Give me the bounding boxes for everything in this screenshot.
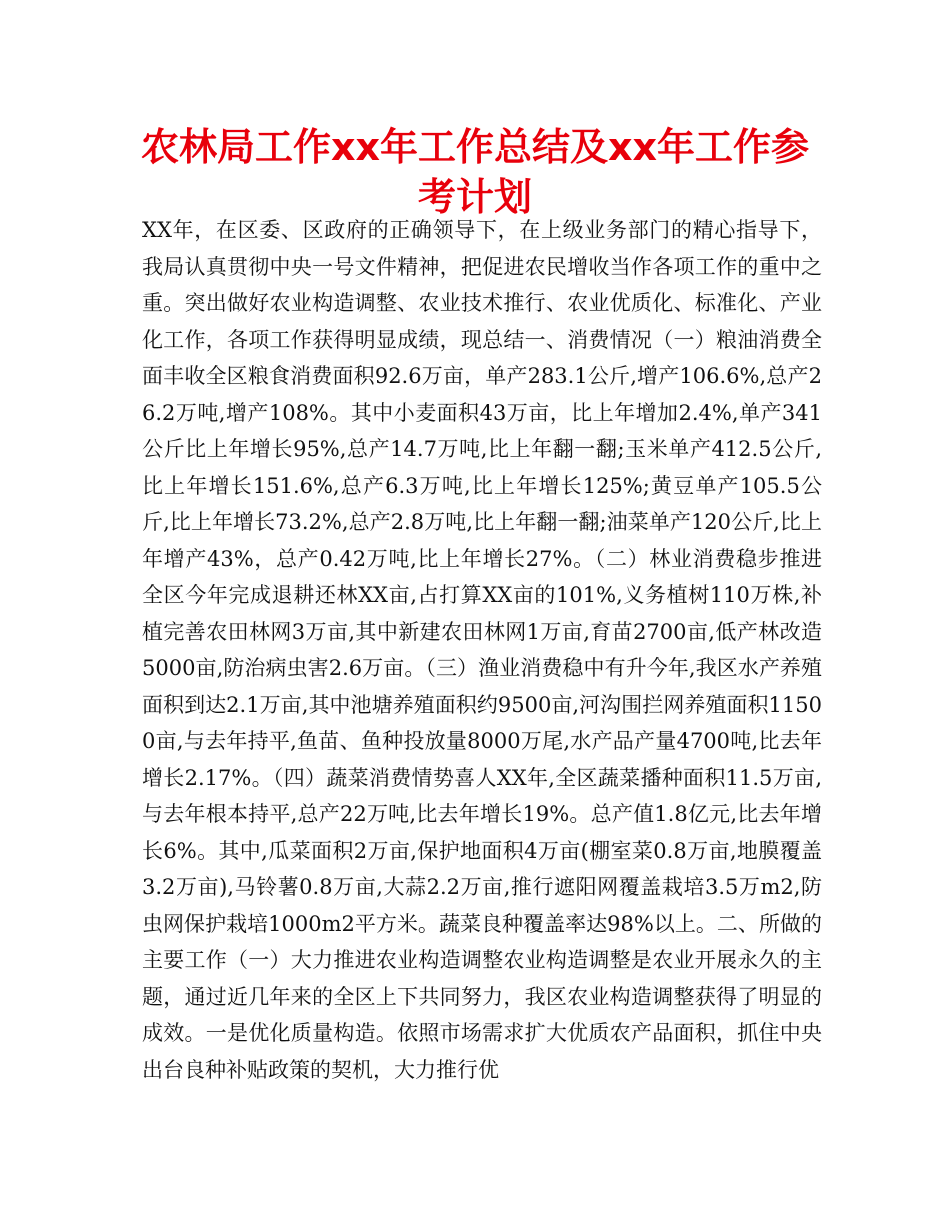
document-title: 农林局工作xx年工作总结及xx年工作参考计划 xyxy=(140,125,810,219)
document-body: XX年，在区委、区政府的正确领导下，在上级业务部门的精心指导下，我局认真贯彻中央一号文件精神，把促进农民增收当作各项工作的重中之重。突出做好农业构造调整、农业技术推行、农业优质化、标准化、产业化工作，各项工作获得明显成绩，现总结一、消费情况（一）粮油消费全面丰收全区粮食消费面积92.6万亩，单产283.1公斤,增产106.6%,总产26.2万吨,增产108%。其中小麦面积43万亩，比上年增加2.4%,单产341公斤比上年增长95%,总产14.7万吨,比上年翻一翻;玉米单产412.5公斤,比上年增长151.6%,总产6.3万吨,比上年增长125%;黄豆单产105.5公斤,比上年增长73.2%,总产2.8万吨,比上年翻一翻;油菜单产120公斤,比上年增产43%，总产0.42万吨,比上年增长27%。（二）林业消费稳步推进全区今年完成退耕还林XX亩,占打算XX亩的101%,义务植树110万株,补植完善农田林网3万亩,其中新建农田林网1万亩,育苗2700亩,低产林改造5000亩,防治病虫害2.6万亩。（三）渔业消费稳中有升今年,我区水产养殖面积到达2.1万亩,其中池塘养殖面积约9500亩,河沟围拦网养殖面积11500亩,与去年持平,鱼苗、鱼种投放量8000万尾,水产品产量4700吨,比去年增长2.17%。（四）蔬菜消费情势喜人XX年,全区蔬菜播种面积11.5万亩,与去年根本持平,总产22万吨,比去年增长19%。总产值1.8亿元,比去年增长6%。其中,瓜菜面积2万亩,保护地面积4万亩(棚室菜0.8万亩,地膜覆盖3.2万亩),马铃薯0.8万亩,大蒜2.2万亩,推行遮阳网覆盖栽培3.5万m2,防虫网保护栽培1000m2平方米。蔬菜良种覆盖率达98%以上。二、所做的主要工作（一）大力推进农业构造调整农业构造调整是农业开展永久的主题，通过近几年来的全区上下共同努力，我区农业构造调整获得了明显的成效。一是优化质量构造。依照市场需求扩大优质农产品面积，抓住中央出台良种补贴政策的契机，大力推行优 xyxy=(142,218,822,1082)
